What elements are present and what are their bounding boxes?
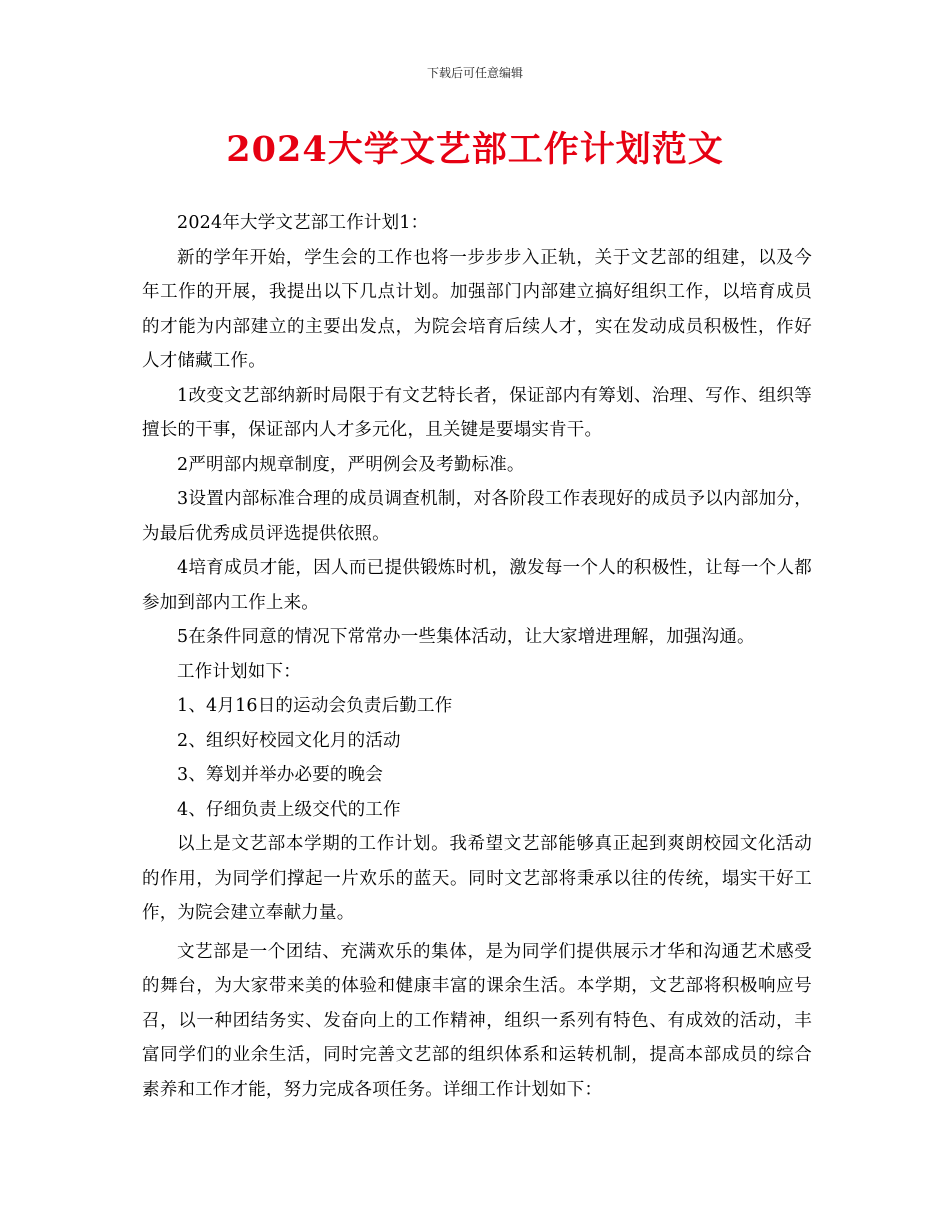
paragraph-item-2: 2严明部内规章制度，严明例会及考勤标准。: [177, 454, 525, 475]
list-item-culture-month: 2、组织好校园文化月的活动: [177, 730, 401, 751]
paragraph-item-5: 5在条件同意的情况下常常办一些集体活动，让大家增进理解，加强沟通。: [177, 627, 755, 647]
page-header-note: 下载后可任意编辑: [426, 66, 523, 80]
paragraph-work-plan-label: 工作计划如下：: [177, 661, 301, 682]
list-item-evening-party: 3、筹划并举办必要的晚会: [177, 765, 384, 785]
paragraph-plan-heading: 2024年大学文艺部工作计划1：: [177, 213, 429, 233]
paragraph-item-1: 1改变文艺部纳新时局限于有文艺特长者，保证部内有筹划、治理、写作、组织等擅长的干事，保证部内人才多元化，且关键是要塌实肯干。: [142, 385, 812, 440]
list-item-assigned-work: 4、仔细负责上级交代的工作: [177, 799, 401, 820]
document-body: [142, 206, 812, 1107]
document-title: 2024大学文艺部工作计划范文: [226, 129, 724, 170]
paragraph-intro: 新的学年开始，学生会的工作也将一步步步入正轨，关于文艺部的组建，以及今年工作的开展，我提出以下几点计划。加强部门内部建立搞好组织工作，以培育成员的才能为内部建立的主要出发点，为院会培育后续人才，实在发动成员积极性，作好人才储藏工作。: [142, 247, 812, 371]
list-item-sports-meet: 1、4月16日的运动会负责后勤工作: [177, 696, 453, 716]
paragraph-department-description: 文艺部是一个团结、充满欢乐的集体，是为同学们提供展示才华和沟通艺术感受的舞台，为大家带来美的体验和健康丰富的课余生活。本学期，文艺部将积极响应号召，以一种团结务实、发奋向上的工作精神，组织一系列有特色、有成效的活动，丰富同学们的业余生活，同时完善文艺部的组织体系和运转机制，提高本部成员的综合素养和工作才能，努力完成各项任务。详细工作计划如下：: [142, 941, 812, 1100]
paragraph-summary: 以上是文艺部本学期的工作计划。我希望文艺部能够真正起到爽朗校园文化活动的作用，为同学们撑起一片欢乐的蓝天。同时文艺部将秉承以往的传统，塌实干好工作，为院会建立奉献力量。: [142, 834, 812, 923]
paragraph-item-4: 4培育成员才能，因人而已提供锻炼时机，激发每一个人的积极性，让每一个人都参加到部内工作上来。: [142, 558, 812, 613]
paragraph-item-3: 3设置内部标准合理的成员调查机制，对各阶段工作表现好的成员予以内部加分，为最后优秀成员评选提供依照。: [142, 489, 812, 544]
